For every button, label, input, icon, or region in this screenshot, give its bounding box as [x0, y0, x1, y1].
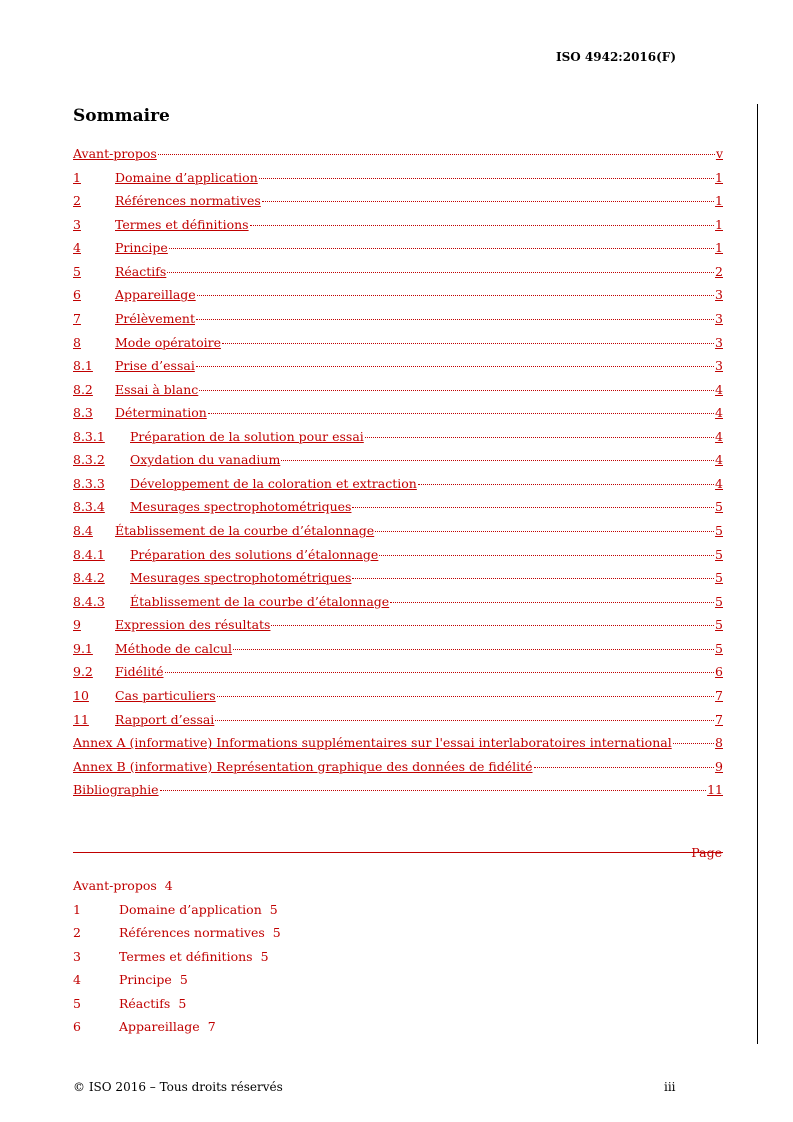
- toc-dot-leader: [418, 484, 714, 485]
- toc-entry[interactable]: [73, 570, 723, 594]
- toc-entry-page: 4: [715, 405, 723, 421]
- toc-entry[interactable]: [73, 759, 723, 783]
- toc-entry[interactable]: [73, 382, 723, 406]
- toc-dot-leader: [352, 578, 714, 579]
- toc-entry[interactable]: [73, 547, 723, 571]
- toc-entry-title: Cas particuliers: [115, 687, 216, 703]
- toc-dot-leader: [165, 672, 715, 673]
- toc-entry-title: Annex B (informative) Représentation graphique des données de fidélité: [73, 758, 533, 774]
- deleted-entry-page: 5: [178, 995, 187, 1011]
- toc-entry-title: Mesurages spectrophotométriques: [130, 570, 352, 586]
- deleted-entry-title: Principe: [119, 972, 172, 987]
- toc-entry-number: 5: [73, 263, 81, 279]
- document-code: ISO 4942:2016(F): [555, 50, 676, 64]
- toc-entry-number: 9.1: [73, 640, 93, 656]
- deleted-toc-entry: [73, 996, 281, 1020]
- toc-entry[interactable]: [73, 476, 723, 500]
- deleted-toc-entry: [73, 878, 281, 902]
- toc-entry-page: 7: [715, 711, 723, 727]
- toc-entry-title: Appareillage: [115, 287, 196, 303]
- toc-entry[interactable]: [73, 782, 723, 806]
- toc-dot-leader: [222, 343, 714, 344]
- toc-entry[interactable]: [73, 429, 723, 453]
- toc-entry[interactable]: [73, 664, 723, 688]
- toc-entry-page: 3: [715, 287, 723, 303]
- toc-entry-title: Fidélité: [115, 664, 164, 680]
- toc-entry[interactable]: [73, 217, 723, 241]
- toc-entry-number: 8.1: [73, 358, 93, 374]
- deleted-toc-entry: [73, 949, 281, 973]
- deleted-entry-number: 5: [73, 995, 81, 1011]
- toc-entry-number: 8.3.3: [73, 475, 105, 491]
- toc-entry-number: 11: [73, 711, 89, 727]
- toc-entry[interactable]: [73, 146, 723, 170]
- toc-dot-leader: [379, 555, 714, 556]
- deleted-entry-page: 7: [207, 1019, 216, 1034]
- toc-entry-title: Termes et définitions: [115, 216, 249, 232]
- toc-entry-page: 2: [715, 263, 723, 279]
- toc-dot-leader: [233, 649, 714, 650]
- deleted-entry-number: 6: [73, 1019, 81, 1034]
- toc-entry-title: Oxydation du vanadium: [130, 452, 281, 468]
- deleted-entry-page: 5: [272, 925, 281, 940]
- toc-entry-page: 4: [715, 428, 723, 444]
- toc-dot-leader: [196, 319, 714, 320]
- toc-entry[interactable]: [73, 594, 723, 618]
- toc-entry-number: 4: [73, 240, 81, 256]
- toc-entry[interactable]: [73, 170, 723, 194]
- toc-dot-leader: [199, 390, 714, 391]
- deleted-entry-number: 2: [73, 925, 81, 940]
- deleted-entry-title: Références normatives: [119, 925, 265, 940]
- footer-page-number: iii: [664, 1080, 676, 1094]
- toc-dot-leader: [281, 460, 714, 461]
- toc-entry[interactable]: [73, 311, 723, 335]
- toc-entry-number: 3: [73, 216, 81, 232]
- toc-entry-page: 5: [715, 593, 723, 609]
- toc-dot-leader: [167, 272, 714, 273]
- deleted-separator-line: [73, 852, 723, 853]
- toc-dot-leader: [271, 625, 714, 626]
- toc-entry-page: 11: [707, 782, 723, 798]
- toc-entry-title: Mode opératoire: [115, 334, 221, 350]
- deleted-entry-title: Réactifs: [119, 995, 171, 1011]
- toc-entry-page: 5: [715, 570, 723, 586]
- toc-entry-title: Réactifs: [115, 263, 167, 279]
- toc-dot-leader: [352, 507, 714, 508]
- toc-entry-number: 2: [73, 193, 81, 209]
- toc-entry-title: Mesurages spectrophotométriques: [130, 499, 352, 515]
- toc-entry-number: 8.3.1: [73, 428, 105, 444]
- toc-dot-leader: [673, 743, 714, 744]
- toc-title: Sommaire: [73, 106, 170, 126]
- footer-copyright: © ISO 2016 – Tous droits réservés: [73, 1080, 283, 1094]
- toc-entry-title: Détermination: [115, 405, 207, 421]
- toc-entry-page: 8: [715, 735, 723, 751]
- toc-entry-number: 6: [73, 287, 81, 303]
- toc-entry[interactable]: [73, 452, 723, 476]
- toc-entry-page: v: [715, 146, 723, 161]
- toc-entry-title: Annex A (informative) Informations supplémentaires sur l'essai interlaboratoires international: [73, 735, 672, 751]
- toc-dot-leader: [262, 201, 714, 202]
- toc-entry-page: 7: [715, 687, 723, 703]
- toc-entry-page: 1: [715, 193, 723, 209]
- revision-change-bar: [757, 104, 758, 1044]
- deleted-entry-page: 5: [179, 972, 188, 987]
- toc-entry-page: 5: [715, 546, 723, 562]
- deleted-entry-title: Appareillage: [119, 1019, 200, 1034]
- toc-entry-title: Références normatives: [115, 193, 261, 209]
- toc-dot-leader: [158, 154, 715, 155]
- deleted-toc-entry: [73, 925, 281, 949]
- toc-entry-page: 3: [715, 310, 723, 326]
- deleted-entry-number: 4: [73, 972, 81, 987]
- deleted-toc-entry: [73, 902, 281, 926]
- toc-entry-title: Expression des résultats: [115, 617, 271, 633]
- toc-entry[interactable]: [73, 240, 723, 264]
- toc-dot-leader: [169, 248, 714, 249]
- toc-entry-page: 3: [715, 358, 723, 374]
- deleted-entry-number: 1: [73, 901, 81, 917]
- toc-entry[interactable]: [73, 405, 723, 429]
- toc-entry-title: Établissement de la courbe d’étalonnage: [115, 523, 375, 538]
- toc-entry-title: Essai à blanc: [115, 381, 199, 397]
- toc-entry[interactable]: [73, 712, 723, 736]
- toc-entry-title: Développement de la coloration et extraction: [130, 475, 417, 491]
- toc-dot-leader: [197, 295, 714, 296]
- toc-entry-page: 4: [715, 381, 723, 397]
- toc-entry-title: Préparation de la solution pour essai: [130, 428, 364, 444]
- deleted-toc-entry: [73, 1019, 281, 1043]
- toc-entry-page: 9: [715, 758, 723, 774]
- toc-dot-leader: [215, 720, 714, 721]
- toc-entry-number: 10: [73, 687, 89, 703]
- deleted-entry-number: 3: [73, 948, 81, 964]
- toc-dot-leader: [217, 696, 714, 697]
- deleted-entry-page: 5: [260, 948, 269, 964]
- toc-entry-number: 9: [73, 617, 81, 633]
- toc-entry-page: 5: [715, 640, 723, 656]
- toc-entry-number: 7: [73, 310, 81, 326]
- toc-entry-page: 3: [715, 334, 723, 350]
- toc-entry-number: 8.3.2: [73, 452, 105, 468]
- deleted-entry-page: 5: [269, 901, 278, 917]
- toc-entry-title: Domaine d’application: [115, 169, 258, 185]
- toc-entry-page: 5: [715, 499, 723, 515]
- toc-entry-number: 8.4: [73, 523, 93, 538]
- toc-entry-number: 1: [73, 169, 81, 185]
- toc-entry[interactable]: [73, 688, 723, 712]
- toc-entry-title: Bibliographie: [73, 782, 159, 798]
- toc-dot-leader: [534, 767, 715, 768]
- toc-entry[interactable]: [73, 499, 723, 523]
- toc-entry-number: 8.2: [73, 381, 93, 397]
- toc-entry[interactable]: [73, 523, 723, 547]
- toc-entry[interactable]: [73, 617, 723, 641]
- toc-entry-page: 1: [715, 216, 723, 232]
- toc-entry[interactable]: [73, 287, 723, 311]
- toc-entry-page: 1: [715, 240, 723, 256]
- toc-entry-title: Prélèvement: [115, 310, 195, 326]
- toc-entry-title: Préparation des solutions d’étalonnage: [130, 546, 379, 562]
- deleted-page-label: Page: [691, 845, 722, 860]
- toc-dot-leader: [390, 602, 714, 603]
- deleted-entry-title: Avant-propos: [73, 878, 157, 893]
- toc-dot-leader: [250, 225, 714, 226]
- toc-entry-title: Établissement de la courbe d’étalonnage: [130, 593, 390, 609]
- deleted-toc: [73, 878, 281, 1043]
- toc-dot-leader: [259, 178, 714, 179]
- toc-dot-leader: [196, 366, 714, 367]
- toc-dot-leader: [375, 531, 714, 532]
- toc-entry-page: 5: [715, 523, 723, 538]
- toc-entry-page: 1: [715, 169, 723, 185]
- toc-entry-title: Principe: [115, 240, 168, 256]
- toc-entry-page: 4: [715, 475, 723, 491]
- toc-entry[interactable]: [73, 193, 723, 217]
- toc-entry-number: 8.3.4: [73, 499, 105, 515]
- toc-entry-page: 6: [715, 664, 723, 680]
- toc-entry[interactable]: [73, 358, 723, 382]
- toc-entry-number: 8: [73, 334, 81, 350]
- toc-entry-page: 5: [715, 617, 723, 633]
- toc-entry[interactable]: [73, 335, 723, 359]
- toc-entry-page: 4: [715, 452, 723, 468]
- toc-dot-leader: [208, 413, 714, 414]
- deleted-entry-title: Domaine d’application: [119, 901, 262, 917]
- deleted-toc-entry: [73, 972, 281, 996]
- toc-entry-title: Rapport d’essai: [115, 711, 215, 727]
- deleted-entry-title: Termes et définitions: [119, 948, 253, 964]
- toc-dot-leader: [160, 790, 707, 791]
- toc-entry-title: Avant-propos: [73, 146, 157, 161]
- toc-entry[interactable]: [73, 735, 723, 759]
- toc-entry-number: 8.3: [73, 405, 93, 421]
- deleted-entry-page: 4: [164, 878, 173, 893]
- toc-entry-title: Prise d’essai: [115, 358, 195, 374]
- toc-dot-leader: [365, 437, 714, 438]
- toc-entry-number: 9.2: [73, 664, 93, 680]
- toc-entry-number: 8.4.2: [73, 570, 105, 586]
- table-of-contents: [73, 146, 723, 806]
- toc-entry[interactable]: [73, 264, 723, 288]
- toc-entry-number: 8.4.3: [73, 593, 105, 609]
- toc-entry[interactable]: [73, 641, 723, 665]
- toc-entry-number: 8.4.1: [73, 546, 105, 562]
- toc-entry-title: Méthode de calcul: [115, 640, 233, 656]
